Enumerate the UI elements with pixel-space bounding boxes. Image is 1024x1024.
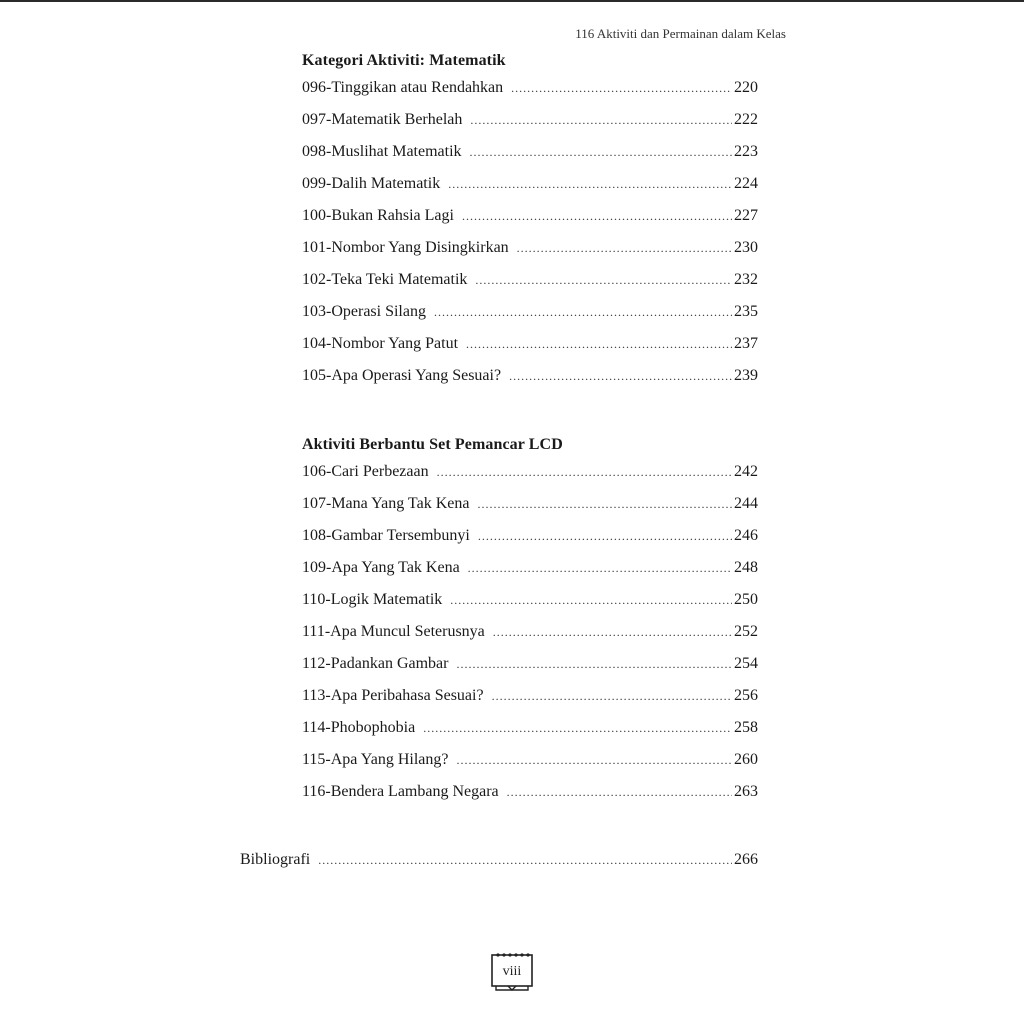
page-number-badge bbox=[490, 950, 534, 992]
running-header: 116 Aktiviti dan Permainan dalam Kelas bbox=[575, 26, 786, 41]
toc-list-matematik bbox=[302, 79, 758, 399]
toc-entry[interactable]: 114-Phobophobia ..... 258 bbox=[302, 719, 758, 751]
toc-entry[interactable]: 113-Apa Peribahasa Sesuai? ..... 256 bbox=[302, 687, 758, 719]
toc-entry[interactable]: 106-Cari Perbezaan ..... 242 bbox=[302, 463, 758, 495]
dot-leader bbox=[437, 465, 732, 480]
dot-leader bbox=[468, 561, 732, 576]
bibliography-list bbox=[240, 851, 758, 883]
dot-leader bbox=[462, 209, 732, 224]
toc-list-lcd bbox=[302, 463, 758, 815]
toc-entry[interactable]: 112-Padankan Gambar ..... 254 bbox=[302, 655, 758, 687]
toc-entry[interactable]: 110-Logik Matematik ..... 250 bbox=[302, 591, 758, 623]
dot-leader bbox=[517, 241, 732, 256]
dot-leader bbox=[466, 337, 732, 352]
dot-leader bbox=[493, 625, 732, 640]
toc-entry[interactable]: 105-Apa Operasi Yang Sesuai? ..... 239 bbox=[302, 367, 758, 399]
dot-leader bbox=[478, 529, 732, 544]
dot-leader bbox=[450, 593, 732, 608]
dot-leader bbox=[318, 853, 732, 868]
dot-leader bbox=[477, 497, 732, 512]
dot-leader bbox=[470, 113, 732, 128]
dot-leader bbox=[434, 305, 732, 320]
dot-leader bbox=[423, 721, 732, 736]
dot-leader bbox=[456, 657, 732, 672]
section-title-matematik: Kategori Aktiviti: Matematik bbox=[302, 52, 506, 69]
toc-entry[interactable]: 099-Dalih Matematik ..... 224 bbox=[302, 175, 758, 207]
dot-leader bbox=[492, 689, 732, 704]
toc-entry[interactable]: 111-Apa Muncul Seterusnya ..... 252 bbox=[302, 623, 758, 655]
toc-entry[interactable]: 102-Teka Teki Matematik ..... 232 bbox=[302, 271, 758, 303]
toc-entry[interactable]: 097-Matematik Berhelah ..... 222 bbox=[302, 111, 758, 143]
toc-entry[interactable]: 096-Tinggikan atau Rendahkan ..... 220 bbox=[302, 79, 758, 111]
toc-entry-bibliography[interactable]: Bibliografi ..... 266 bbox=[240, 851, 758, 883]
dot-leader bbox=[470, 145, 732, 160]
section-title-lcd: Aktiviti Berbantu Set Pemancar LCD bbox=[302, 436, 563, 453]
toc-entry[interactable]: 108-Gambar Tersembunyi ..... 246 bbox=[302, 527, 758, 559]
toc-entry[interactable]: 098-Muslihat Matematik ..... 223 bbox=[302, 143, 758, 175]
toc-entry[interactable]: 103-Operasi Silang ..... 235 bbox=[302, 303, 758, 335]
dot-leader bbox=[448, 177, 732, 192]
dot-leader bbox=[511, 81, 732, 96]
dot-leader bbox=[509, 369, 732, 384]
toc-entry[interactable]: 104-Nombor Yang Patut ..... 237 bbox=[302, 335, 758, 367]
toc-entry[interactable]: 101-Nombor Yang Disingkirkan ..... 230 bbox=[302, 239, 758, 271]
toc-entry[interactable]: 100-Bukan Rahsia Lagi ..... 227 bbox=[302, 207, 758, 239]
top-border-rule bbox=[0, 0, 1024, 2]
page-number: viii bbox=[502, 964, 522, 979]
dot-leader bbox=[475, 273, 732, 288]
toc-entry[interactable]: 116-Bendera Lambang Negara ..... 263 bbox=[302, 783, 758, 815]
toc-entry[interactable]: 107-Mana Yang Tak Kena ..... 244 bbox=[302, 495, 758, 527]
toc-entry[interactable]: 115-Apa Yang Hilang? ..... 260 bbox=[302, 751, 758, 783]
dot-leader bbox=[457, 753, 733, 768]
dot-leader bbox=[507, 785, 732, 800]
toc-entry[interactable]: 109-Apa Yang Tak Kena ..... 248 bbox=[302, 559, 758, 591]
